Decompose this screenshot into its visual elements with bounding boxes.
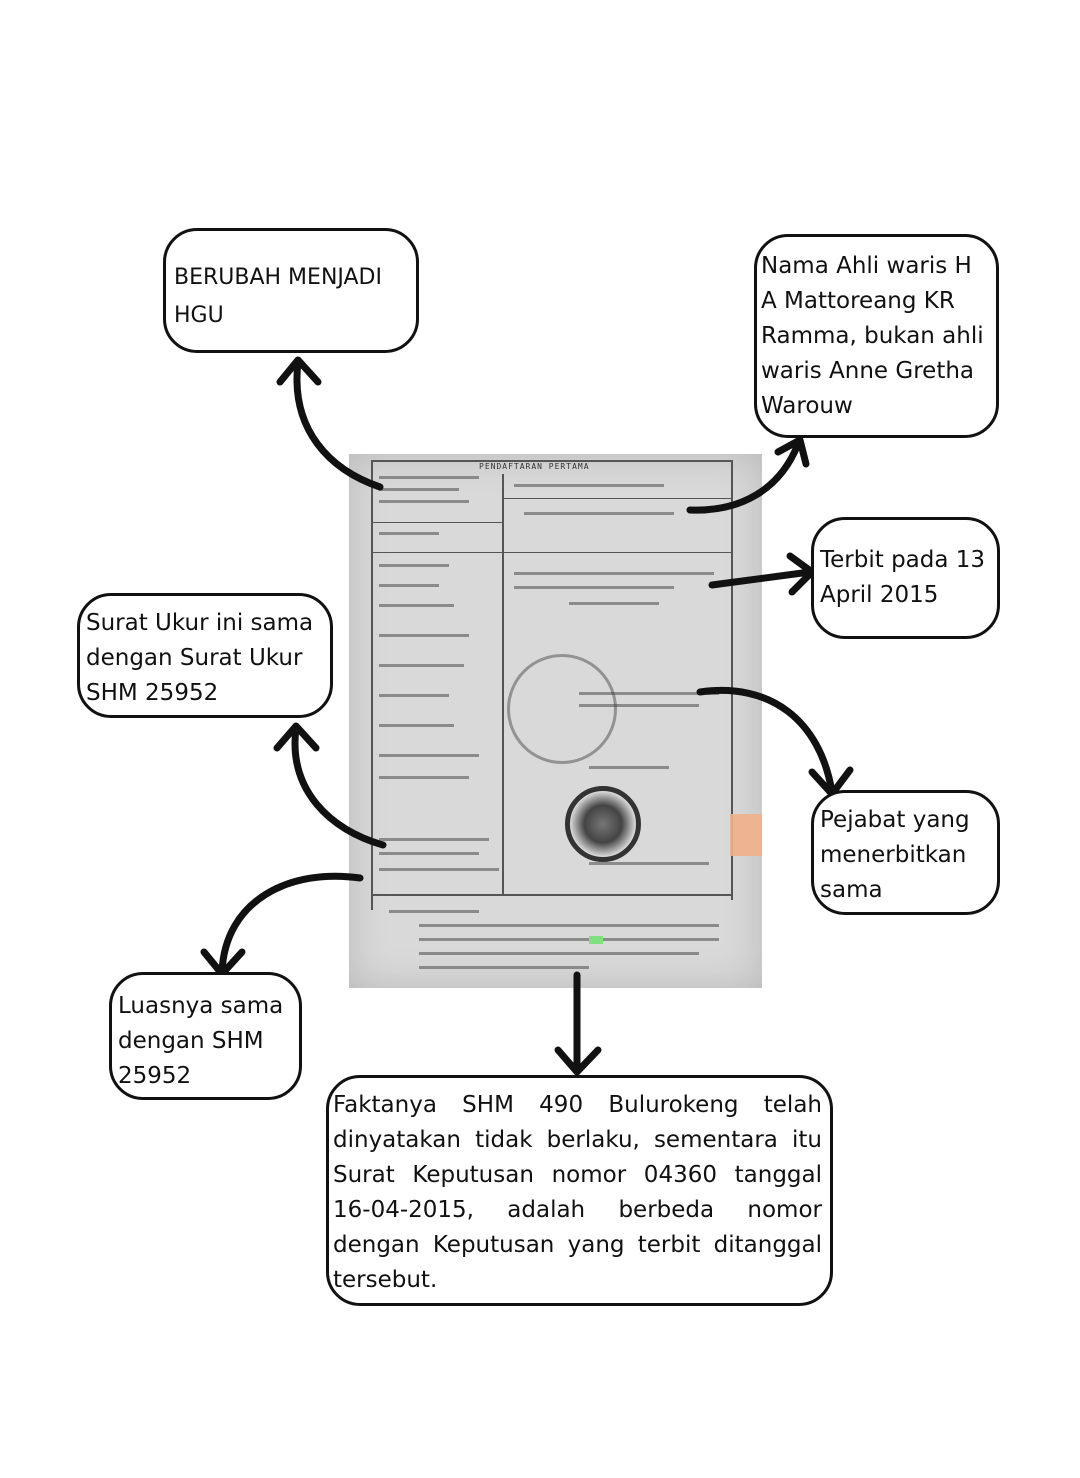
arrow-to-luas xyxy=(222,876,360,972)
callout-hgu xyxy=(163,228,419,353)
arrow-to-ahli-waris xyxy=(690,444,798,510)
arrow-to-hgu xyxy=(297,362,380,487)
callout-ahli-waris xyxy=(754,234,999,438)
document-header: PENDAFTARAN PERTAMA xyxy=(479,462,590,471)
arrow-to-terbit xyxy=(712,572,810,585)
callout-luas xyxy=(109,972,302,1100)
callout-terbit xyxy=(811,517,1000,639)
callout-terbit-text: Terbit pada 13 April 2015 xyxy=(820,547,986,608)
callout-fakta xyxy=(326,1075,833,1306)
callout-surat-ukur-text: Surat Ukur ini sama dengan Surat Ukur SHM 25952 xyxy=(86,610,314,706)
callout-pejabat-text: Pejabat yang menerbitkan sama xyxy=(820,807,970,903)
arrow-to-surat-ukur xyxy=(295,728,383,845)
callout-hgu-text: BERUBAH MENJADI HGU xyxy=(174,265,382,328)
callout-ahli-waris-text: Nama Ahli waris H A Mattoreang KR Ramma, bukan ahli waris Anne Gretha Warouw xyxy=(761,253,984,419)
callout-surat-ukur xyxy=(77,593,333,718)
callout-pejabat xyxy=(811,790,1000,915)
callout-fakta-text: Faktanya SHM 490 Bulurokeng telah dinyatakan tidak berlaku, sementara itu Surat Keputusan nomor 04360 tanggal 16-04-2015, adalah berbeda nomor dengan Keputusan yang terbit ditanggal tersebut. xyxy=(333,1092,822,1293)
callout-luas-text: Luasnya sama dengan SHM 25952 xyxy=(118,993,284,1089)
